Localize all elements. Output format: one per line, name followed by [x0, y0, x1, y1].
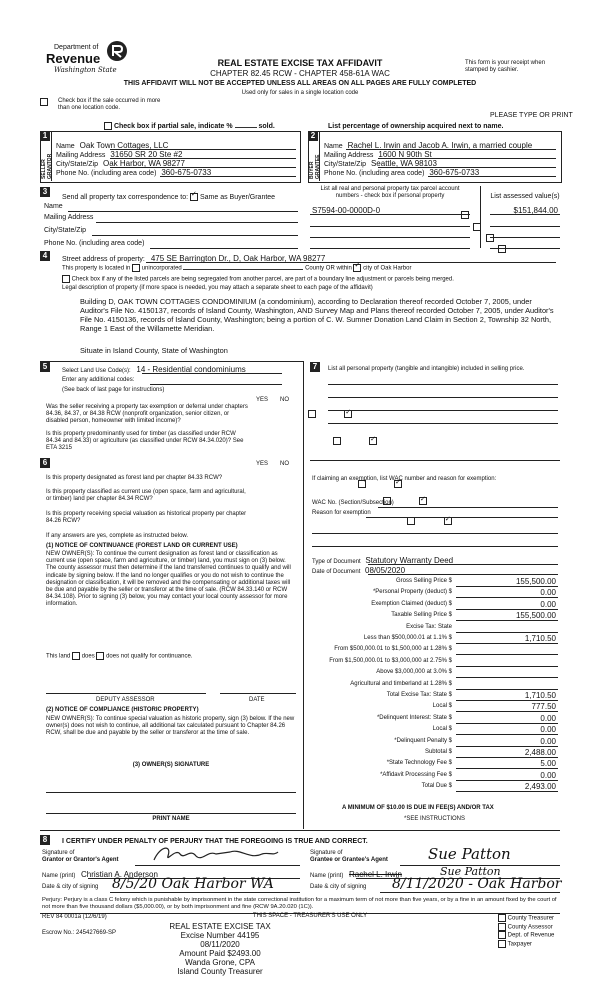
dor-logo	[40, 40, 130, 76]
tax-line-value[interactable]: 1,710.50	[524, 691, 556, 700]
form-revision: REV 84 0001a (12/6/19)	[42, 914, 107, 920]
dist-assessor-checkbox[interactable]	[498, 923, 506, 931]
s5-yes-header: YES	[256, 397, 269, 403]
section4-number: 4	[40, 251, 50, 261]
dept-line1: Department of	[54, 44, 99, 51]
doc-date[interactable]: 08/05/2020	[365, 566, 406, 575]
buyer-city[interactable]: Seattle, WA 98103	[370, 159, 437, 168]
stamp-line1: REAL ESTATE EXCISE TAX	[169, 922, 271, 931]
tax-line-rule	[456, 597, 558, 598]
tax-line-value[interactable]: 5.00	[540, 759, 556, 768]
same-as-buyer-checkbox[interactable]	[190, 193, 198, 201]
additional-codes-label: Enter any additional codes:	[62, 377, 135, 383]
section3-number: 3	[40, 187, 50, 197]
grantee-date-city-label: Date & city of signing	[310, 884, 367, 890]
stamp-line5: Wanda Grone, CPA	[185, 958, 255, 967]
wac-label: WAC No. (Section/Subsection)	[312, 500, 394, 506]
stamp-line3: 08/11/2020	[200, 940, 240, 949]
land-qualify-row: This land does does not qualify for continuance.	[46, 653, 193, 660]
grantor-date-city-label: Date & city of signing	[42, 884, 99, 890]
section5-box	[40, 361, 303, 362]
parcel2-personal-checkbox[interactable]	[473, 223, 481, 231]
seller-side-label: SELLER GRANTOR	[41, 153, 53, 179]
corr-mailing-label: Mailing Address	[44, 214, 94, 221]
tax-line-rule	[456, 643, 558, 644]
section6-number: 6	[40, 458, 50, 468]
section8-number: 8	[40, 835, 50, 845]
tax-line-label: Local $	[432, 726, 452, 732]
s5-q2-yes-checkbox[interactable]	[333, 437, 341, 445]
multi-location-checkbox[interactable]	[40, 98, 48, 106]
tax-line-label: Exemption Claimed (deduct) $	[371, 601, 452, 607]
see-back-note: (See back of last page for instructions)	[62, 387, 165, 393]
tax-line-label: Taxable Selling Price $	[391, 612, 452, 618]
buyer-name-row: Name Rachel L. Irwin and Jacob A. Irwin, a married couple	[324, 141, 533, 150]
multi-location-check: Check box if the sale occurred in more than one location code.	[40, 98, 170, 112]
s5-q2-no-checkbox[interactable]	[369, 437, 377, 445]
tax-line-rule	[456, 791, 558, 792]
stamp-line4: Amount Paid $2493.00	[179, 949, 261, 958]
seller-name-row: Name Oak Town Cottages, LLC	[56, 141, 169, 150]
s5-question1: Was the seller receiving a property tax exemption or deferral under chapters 84.36, 84.37, or 84.38 RCW (nonprofit organization, senior citizen, or disabled person, homeowner with limited income)?	[46, 404, 248, 424]
tax-line-value[interactable]: 2,493.00	[524, 782, 556, 791]
tax-line-label: Total Excise Tax: State $	[386, 692, 452, 698]
s6-no-header: NO	[280, 461, 289, 467]
dist-taxpayer-checkbox[interactable]	[498, 940, 506, 948]
corr-name-label: Name	[44, 203, 63, 210]
grantor-date-city[interactable]: 8/5/20 Oak Harbor WA	[112, 876, 274, 892]
tax-line-value[interactable]: 0.00	[540, 588, 556, 597]
notice2-text: NEW OWNER(S): To continue special valuation as historic property, sign (3) below. If the new owner(s) does not wish to continue, all additional tax calculated pursuant to Chapter 84.26 RCW, shall be due and payable by the seller or transferor at the time of sale.	[46, 716, 295, 737]
s5-no-header: NO	[280, 397, 289, 403]
tax-line-label: Gross Selling Price $	[395, 578, 452, 584]
does-checkbox[interactable]	[72, 652, 80, 660]
reason-label: Reason for exemption	[312, 510, 371, 516]
tax-line-value[interactable]: 2,488.00	[524, 748, 556, 757]
grantee-date-city[interactable]: 8/11/2020 - Oak Harbor	[392, 876, 562, 892]
owner-signature-label: (3) OWNER(S) SIGNATURE	[132, 762, 210, 768]
s6-yes-header: YES	[256, 461, 269, 467]
tax-line-rule	[456, 654, 558, 655]
dor-logo-mark-icon	[106, 40, 128, 62]
land-use-code[interactable]: 14 - Residential condominiums	[136, 365, 246, 374]
partial-sale-row: Check box if partial sale, indicate % sold.	[104, 122, 275, 131]
s6-q2-no-checkbox[interactable]	[419, 497, 427, 505]
tax-line-rule	[456, 711, 558, 712]
treasurer-stamp	[150, 922, 290, 976]
tax-line-rule	[456, 780, 558, 781]
tax-line-label: *Affidavit Processing Fee $	[380, 772, 452, 778]
tax-line-rule	[456, 586, 558, 587]
escrow-number: Escrow No.: 245427669-SP	[42, 930, 117, 936]
grantor-signature[interactable]	[150, 842, 280, 866]
located-row: This property is located in unincorporated County OR within ✓ city of Oak Harbor	[62, 264, 411, 273]
tax-line-rule	[456, 723, 558, 724]
grantee-name-row: Name (print) Rachel L. Irwin	[310, 870, 402, 879]
street-address[interactable]: 475 SE Barrington Dr., D, Oak Harbor, WA 98277	[150, 254, 326, 263]
minimum-note: A MINIMUM OF $10.00 IS DUE IN FEE(S) AND/OR TAX	[342, 805, 494, 811]
certify-statement: I CERTIFY UNDER PENALTY OF PERJURY THAT THE FOREGOING IS TRUE AND CORRECT.	[62, 838, 368, 845]
segregated-checkbox[interactable]	[62, 275, 70, 283]
date-label: DATE	[249, 697, 265, 703]
s6-question2: Is this property classified as current use (open space, farm and agricultural, or timber) land per chapter 84.34 RCW?	[46, 489, 246, 502]
personal-property-label: List all personal property (tangible and intangible) included in selling price.	[328, 366, 525, 372]
street-row: Street address of property: 475 SE Barrington Dr., D, Oak Harbor, WA 98277	[62, 254, 326, 263]
assessed-header: List assessed value(s)	[490, 193, 560, 200]
s5-question2: Is this property predominantly used for timber (as classified under RCW 84.34 and 84.33) or agriculture (as classified under RCW 84.34.020)? See ETA 3215	[46, 431, 244, 451]
distribution-list: County Treasurer County Assessor Dept. of Revenue Taxpayer	[498, 914, 554, 948]
seller-phone-row: Phone No. (including area code) 360-675-0733	[56, 168, 212, 177]
tax-line-rule	[456, 700, 558, 701]
single-location-note: Used only for sales in a single location code	[241, 90, 359, 96]
tax-line-rule	[456, 677, 558, 678]
grantor-sig-label1: Signature of	[42, 850, 75, 856]
tax-line-label: Subtotal $	[424, 749, 452, 755]
buyer-city-row: City/State/Zip Seattle, WA 98103	[324, 159, 437, 168]
buyer-phone-row: Phone No. (including area code) 360-675-0733	[324, 168, 480, 177]
section7-number: 7	[310, 362, 320, 372]
grantee-signature[interactable]: Sue Patton	[428, 845, 511, 863]
s6-question3: Is this property receiving special valuation as historical property per chapter 84.26 RCW?	[46, 511, 247, 524]
type-or-print: PLEASE TYPE OR PRINT	[490, 112, 573, 119]
tax-line-rule	[456, 768, 558, 769]
seller-phone[interactable]: 360-675-0733	[161, 168, 212, 177]
tax-line-value[interactable]: 0.00	[540, 737, 556, 746]
dist-dor-checkbox[interactable]	[498, 931, 506, 939]
buyer-mailing[interactable]: 1600 N 90th St	[378, 150, 432, 159]
section1-number: 1	[40, 131, 50, 141]
tax-correspondence-row: Send all property tax correspondence to: ✓ Same as Buyer/Grantee	[62, 193, 275, 202]
doc-type-row: Type of Document Statutory Warranty Deed	[312, 556, 454, 565]
s6-question1: Is this property designated as forest land per chapter 84.33 RCW?	[46, 475, 223, 481]
tax-line-label: Excise Tax: State	[406, 624, 452, 630]
city-of-checkbox[interactable]	[353, 264, 361, 272]
tax-line-label: *Delinquent Interest: State $	[376, 715, 452, 721]
tax-line-label: Total Due $	[421, 783, 452, 789]
doc-date-row: Date of Document 08/05/2020	[312, 566, 406, 575]
buyer-side-label: BUYER GRANTEE	[309, 154, 321, 179]
legal-description[interactable]: Building D, OAK TOWN COTTAGES CONDOMINIUM (a condominium), according to Declaration thereof recorded October 7, 2005, under Auditor's File No. 4150137, records of Island County, Washington, AND Survey Map and Plans thereof recorded October 7, 2005, under Auditor's File No. 4150136, records of Island County, Washington; being a portion of C. W. Sumner Donation Land Claim in Section 2, Township 32 North, Range 1 East of the Willamette Meridian.	[80, 297, 554, 333]
situate-text: Situate in Island County, State of Washington	[80, 346, 228, 355]
tax-line-label: Local $	[432, 703, 452, 709]
buyer-name[interactable]: Rachel L. Irwin and Jacob A. Irwin, a married couple	[347, 141, 533, 150]
form-title: REAL ESTATE EXCISE TAX AFFIDAVIT	[217, 58, 383, 68]
section2-number: 2	[308, 131, 318, 141]
unincorporated-checkbox[interactable]	[132, 264, 140, 272]
grantor-name[interactable]: Christian A. Anderson	[81, 870, 158, 879]
seller-mailing-row: Mailing Address 31650 SR 20 Ste #2	[56, 150, 183, 159]
tax-line-rule	[456, 689, 558, 690]
stamp-line6: Island County Treasurer	[177, 967, 263, 976]
tax-line-value[interactable]: 155,500.00	[515, 611, 556, 620]
print-name-label: PRINT NAME	[152, 816, 190, 822]
tax-line-value[interactable]: 0.00	[540, 714, 556, 723]
parcel3-personal-checkbox[interactable]	[486, 234, 494, 242]
does-not-checkbox[interactable]	[96, 652, 104, 660]
receipt-note: This form is your receipt when stamped by cashier.	[465, 60, 546, 73]
deputy-assessor-label: DEPUTY ASSESSOR	[96, 697, 155, 703]
notice2-title: (2) NOTICE OF COMPLIANCE (HISTORIC PROPERTY)	[46, 707, 199, 713]
tax-line-rule	[456, 666, 558, 667]
if-yes-note: If any answers are yes, complete as instructed below.	[46, 533, 189, 539]
grantor-name-row: Name (print) Christian A. Anderson	[42, 870, 158, 879]
corr-city-label: City/State/Zip	[44, 227, 87, 234]
section5-number: 5	[40, 362, 50, 372]
land-use-row: Select Land Use Code(s): 14 - Residential condominiums	[62, 365, 246, 374]
tax-line-value[interactable]: 0.00	[540, 600, 556, 609]
tax-line-value[interactable]: 0.00	[540, 771, 556, 780]
assessed-value[interactable]: $151,844.00	[513, 206, 558, 215]
ownership-pct-note: List percentage of ownership acquired next to name.	[328, 123, 504, 130]
tax-line-label: Above $3,000,000 at 3.0% $	[376, 669, 452, 675]
form-warning: THIS AFFIDAVIT WILL NOT BE ACCEPTED UNLESS ALL AREAS ON ALL PAGES ARE FULLY COMPLETED	[123, 80, 477, 87]
tax-line-value[interactable]: 1,710.50	[524, 634, 556, 643]
tax-line-rule	[456, 632, 558, 633]
grantee-name-typed[interactable]: Rachel L. Irwin	[349, 870, 402, 879]
seller-city-row: City/State/Zip Oak Harbor, WA 98277	[56, 159, 185, 168]
grantor-sig-label2: Grantor or Grantor's Agent	[42, 857, 119, 863]
tax-line-rule	[456, 734, 558, 735]
dept-line3: Washington State	[54, 66, 117, 74]
partial-sale-checkbox[interactable]	[104, 122, 112, 130]
tax-line-rule	[456, 609, 558, 610]
buyer-phone[interactable]: 360-675-0733	[429, 168, 480, 177]
exemption-label: If claiming an exemption, list WAC number and reason for exemption:	[312, 476, 497, 482]
tax-line-label: Less than $500,000.01 at 1.1% $	[363, 635, 452, 641]
tax-line-label: From $500,000.01 to $1,500,000 at 1.28% $	[334, 646, 452, 652]
tax-line-value[interactable]: 155,500.00	[515, 577, 556, 586]
tax-line-label: From $1,500,000.01 to $3,000,000 at 2.75% $	[329, 658, 452, 664]
tax-line-label: *State Technology Fee $	[386, 760, 452, 766]
corr-phone-label: Phone No. (including area code)	[44, 240, 145, 247]
doc-type[interactable]: Statutory Warranty Deed	[365, 556, 454, 565]
buyer-mailing-row: Mailing Address 1600 N 90th St	[324, 150, 432, 159]
tax-line-rule	[456, 746, 558, 747]
parcel4-personal-checkbox[interactable]	[498, 245, 506, 253]
seller-city[interactable]: Oak Harbor, WA 98277	[102, 159, 185, 168]
s5-q1-yes-checkbox[interactable]	[308, 410, 316, 418]
parcel1-personal-checkbox[interactable]	[461, 211, 469, 219]
grantee-name-handwritten[interactable]: Sue Patton	[440, 865, 501, 878]
seller-mailing[interactable]: 31650 SR 20 Ste #2	[110, 150, 183, 159]
grantee-sig-label1: Signature of	[310, 850, 343, 856]
legal-label: Legal description of property (if more space is needed, you may attach a separate sheet to each page of the affidavit)	[62, 285, 373, 291]
parcel-number[interactable]: S7594-00-0000D-0	[312, 206, 381, 215]
tax-line-value[interactable]: 0.00	[540, 725, 556, 734]
tax-line-label: *Personal Property (deduct) $	[372, 589, 452, 595]
tax-line-label: Agricultural and timberland at 1.28% $	[350, 681, 452, 687]
seller-name[interactable]: Oak Town Cottages, LLC	[79, 141, 169, 150]
stamp-line2: Excise Number 44195	[180, 931, 260, 940]
form-subtitle: CHAPTER 82.45 RCW - CHAPTER 458-61A WAC	[210, 69, 390, 78]
dist-treasurer-checkbox[interactable]	[498, 914, 506, 922]
tax-line-rule	[456, 620, 558, 621]
parcel-header: List all real and personal property tax parcel account numbers - check box if personal property	[320, 186, 460, 199]
tax-line-value[interactable]: 777.50	[531, 702, 556, 711]
dept-line2: Revenue	[46, 51, 101, 66]
segregated-row: Check box if any of the listed parcels are being segregated from another parcel, are part of a boundary line adjustment or parcels being merged.	[62, 275, 562, 284]
tax-line-label: *Delinquent Penalty $	[394, 738, 452, 744]
treasurer-use-label: THIS SPACE - TREASURER'S USE ONLY	[252, 913, 368, 919]
notice1-text: NEW OWNER(S): To continue the current designation as forest land or classification as current use (open space, farm and agriculture, or timber) land, you must sign on (3) below. The county assessor must then determine if the land transferred continues to qualify and will indicate by signing below. If the land no longer qualifies or you do not wish to continue the designation or classification, it will be removed and the compensating or additional taxes will be due and payable by the seller or transferor at the time of sale. (RCW 84.33.140 or RCW 84.34.108). Prior to signing (3) below, you may contact your local county assessor for more information.	[46, 551, 291, 608]
notice1-title: (1) NOTICE OF CONTINUANCE (FOREST LAND OR CURRENT USE)	[46, 543, 238, 549]
tax-line-rule	[456, 757, 558, 758]
see-instructions-note: *SEE INSTRUCTIONS	[404, 816, 466, 822]
grantee-sig-label2: Grantee or Grantee's Agent	[310, 857, 388, 863]
perjury-note: Perjury: Perjury is a class C felony which is punishable by imprisonment in the state correctional institution for a maximum term of not more than five years, or by a fine in an amount fixed by the court of not more than five thousand dollars ($5,000.00), or by both imprisonment and fine (RCW 9A.20.020 (1C)).	[42, 897, 557, 910]
